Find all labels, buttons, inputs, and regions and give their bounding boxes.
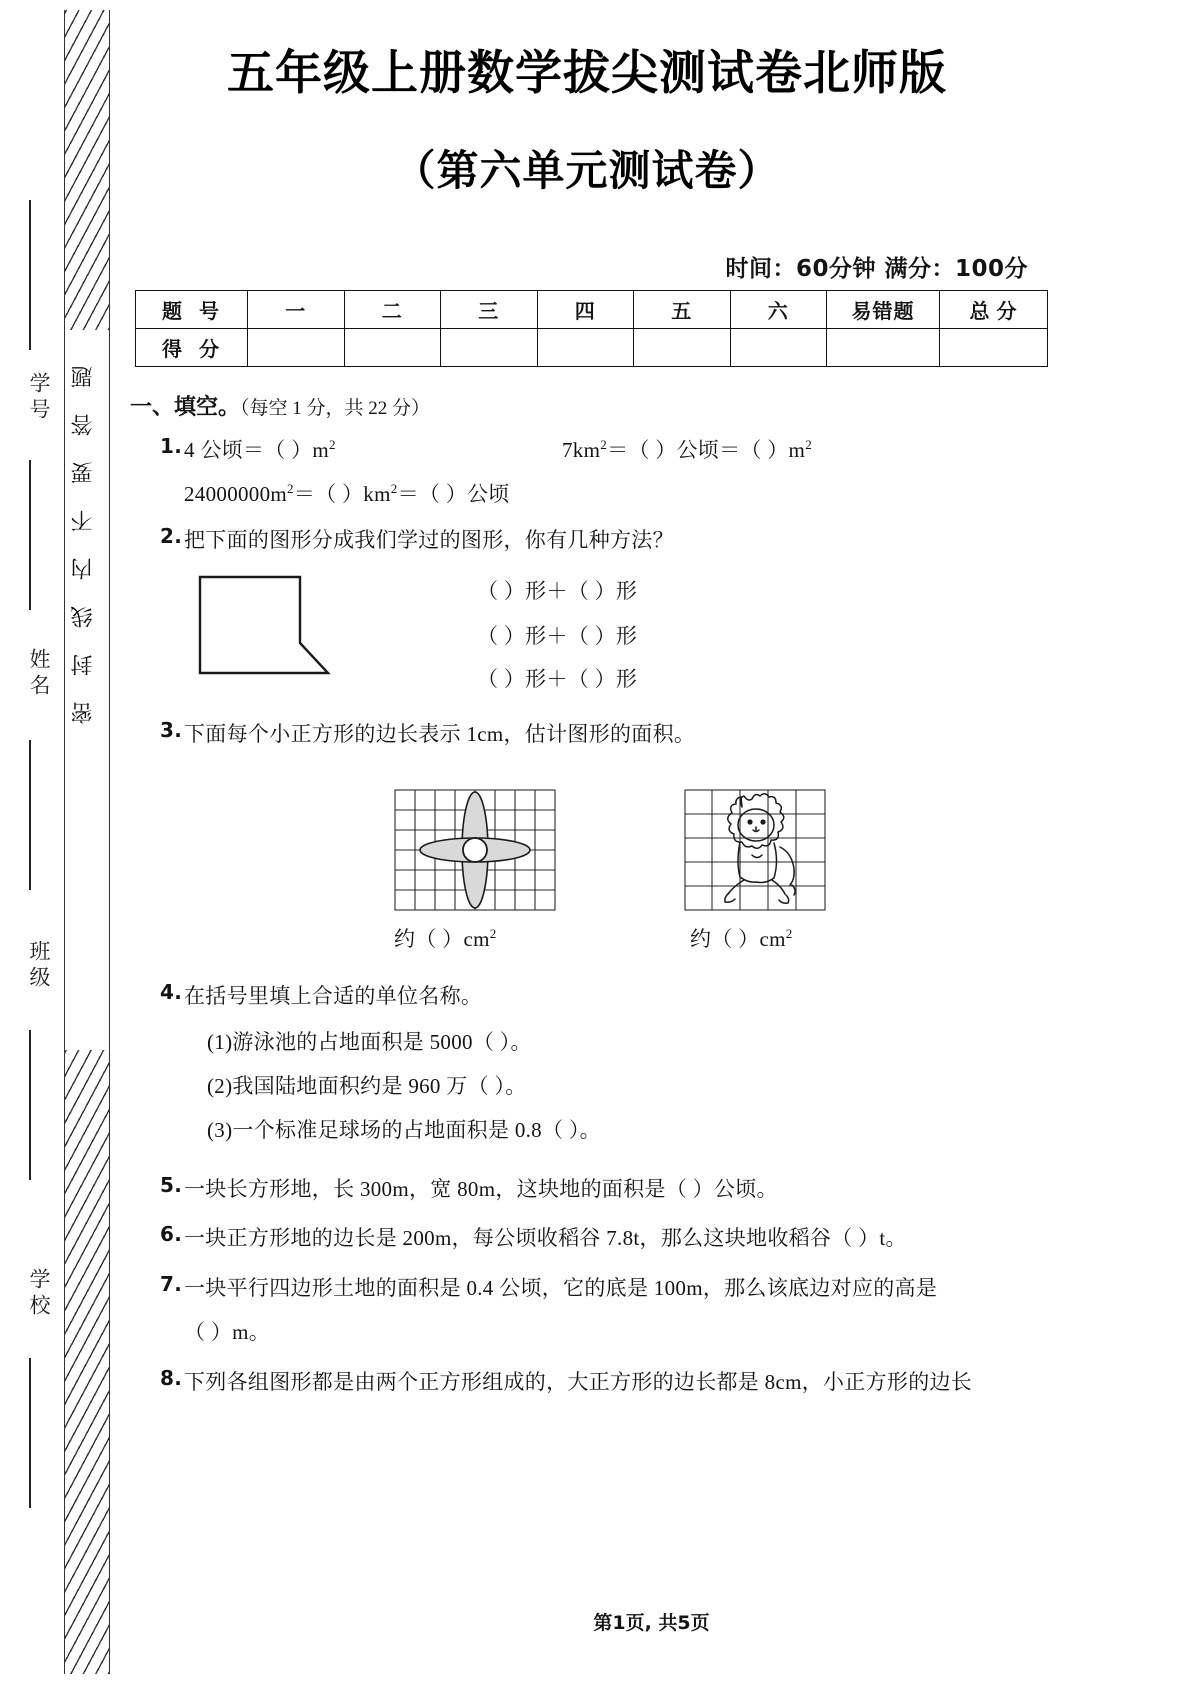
page-title: 五年级上册数学拔尖测试卷北师版 (227, 46, 947, 101)
question-7-number (160, 1272, 182, 1297)
table-row-scores (136, 329, 1048, 367)
sidebar-label-student-id: 学号 (27, 372, 51, 424)
seal-line-strip (64, 10, 110, 1674)
question-8-number (160, 1366, 182, 1391)
question-6-number (160, 1222, 182, 1247)
question-2-blank-3[interactable]: （ ）形＋（ ）形 (477, 667, 638, 691)
sidebar-label-school: 学校 (27, 1268, 51, 1320)
score-cell-4[interactable] (537, 329, 634, 367)
question-8-text: 下列各组图形都是由两个正方形组成的，大正方形的边长都是 8cm，小正方形的边长 (184, 1370, 973, 1394)
q5-num: 5. (160, 1173, 183, 1197)
score-cell-5[interactable] (634, 329, 731, 367)
question-3-label-right[interactable]: 约（ ）$cm^2$ (690, 926, 793, 951)
score-cell-common-mistakes[interactable] (827, 329, 940, 367)
divider-line (29, 740, 31, 890)
question-3-grid-figure-flower (390, 785, 560, 915)
seal-line-text: 密封线内不要答题 (70, 340, 95, 724)
score-cell-total[interactable] (940, 329, 1048, 367)
section-heading-fill-in-blank (130, 390, 430, 421)
page-subtitle: （第六单元测试卷） (393, 146, 781, 195)
score-table-col-4: 四 (537, 291, 634, 329)
question-3-text: 下面每个小正方形的边长表示 1cm，估计图形的面积。 (184, 722, 696, 746)
score-table-col-6: 六 (730, 291, 827, 329)
question-2-number (160, 524, 182, 549)
q2-num: 2. (160, 524, 183, 548)
q4-num: 4. (160, 980, 183, 1004)
exam-sheet (112, 0, 1191, 1684)
question-2-blank-1[interactable]: （ ）形＋（ ）形 (477, 579, 638, 603)
q3-num: 3. (160, 718, 183, 742)
score-cell-3[interactable] (441, 329, 538, 367)
question-7-text-line2[interactable]: （ ）m。 (184, 1320, 271, 1344)
question-4-text: 在括号里填上合适的单位名称。 (184, 984, 483, 1008)
score-table-row-label: 题 号 (136, 291, 248, 329)
page-footer: 第1页, 共5页 (593, 1612, 710, 1634)
hatch-pattern-top (65, 10, 109, 330)
divider-line (29, 1358, 31, 1508)
question-4-item-3[interactable]: (3)一个标准足球场的占地面积是 0.8（ ）。 (207, 1118, 601, 1142)
score-table-col-1: 一 (248, 291, 345, 329)
score-table-col-5: 五 (634, 291, 731, 329)
question-4-item-1[interactable]: (1)游泳池的占地面积是 5000（ ）。 (207, 1030, 532, 1054)
score-table-col-2: 二 (344, 291, 441, 329)
hatch-pattern-bottom (65, 1050, 109, 1674)
question-5-text[interactable]: 一块长方形地，长 300m，宽 80m，这块地的面积是（ ）公顷。 (184, 1177, 778, 1201)
question-2-figure-polygon (190, 565, 340, 690)
score-table (135, 290, 1048, 367)
question-1-line2: $24000000m^2=$（ ）$km^2=$（ ）公顷 (184, 481, 510, 506)
student-info-labels (8, 0, 54, 1684)
left-sidebar (0, 0, 112, 1684)
question-4-item-2[interactable]: (2)我国陆地面积约是 960 万（ ）。 (207, 1074, 527, 1098)
score-cell-1[interactable] (248, 329, 345, 367)
question-1-line1-left: 4 公顷＝（ ）$m^2$ (184, 437, 336, 462)
question-1-number (160, 434, 182, 459)
question-2-blank-2[interactable]: （ ）形＋（ ）形 (477, 624, 638, 648)
question-4-number (160, 980, 182, 1005)
score-cell-2[interactable] (344, 329, 441, 367)
question-1-line1-right: $7km^2=$（ ）公顷＝（ ）$m^2$ (562, 437, 813, 462)
score-table-col-common-mistakes: 易错题 (827, 291, 940, 329)
sidebar-label-class: 班级 (27, 940, 51, 992)
section-points: （每空 1 分，共 22 分） (240, 398, 431, 419)
exam-meta-info: 时间：60分钟 满分：100分 (725, 256, 1028, 282)
section-number: 一、 (130, 395, 175, 420)
question-5-number (160, 1173, 182, 1198)
question-7-text-line1: 一块平行四边形土地的面积是 0.4 公顷，它的底是 100m，那么该底边对应的高是 (184, 1276, 938, 1300)
sidebar-label-name: 姓名 (27, 648, 51, 700)
q6-num: 6. (160, 1222, 183, 1246)
divider-line (29, 460, 31, 610)
score-table-score-label: 得 分 (136, 329, 248, 367)
question-3-label-left[interactable]: 约（ ）$cm^2$ (394, 926, 497, 951)
divider-line (29, 200, 31, 350)
q8-num: 8. (160, 1366, 183, 1390)
question-6-text[interactable]: 一块正方形地的边长是 200m，每公顷收稻谷 7.8t，那么这块地收稻谷（ ）t。 (184, 1226, 907, 1250)
score-cell-6[interactable] (730, 329, 827, 367)
table-row-header (136, 291, 1048, 329)
score-table-col-total: 总 分 (940, 291, 1048, 329)
divider-line (29, 1030, 31, 1180)
score-table-col-3: 三 (441, 291, 538, 329)
question-3-number (160, 718, 182, 743)
question-3-grid-figure-lion (680, 785, 830, 915)
section-title: 填空。 (174, 395, 241, 420)
question-2-text: 把下面的图形分成我们学过的图形，你有几种方法？ (184, 528, 674, 552)
q1-num: 1. (160, 434, 183, 458)
q7-num: 7. (160, 1272, 183, 1296)
